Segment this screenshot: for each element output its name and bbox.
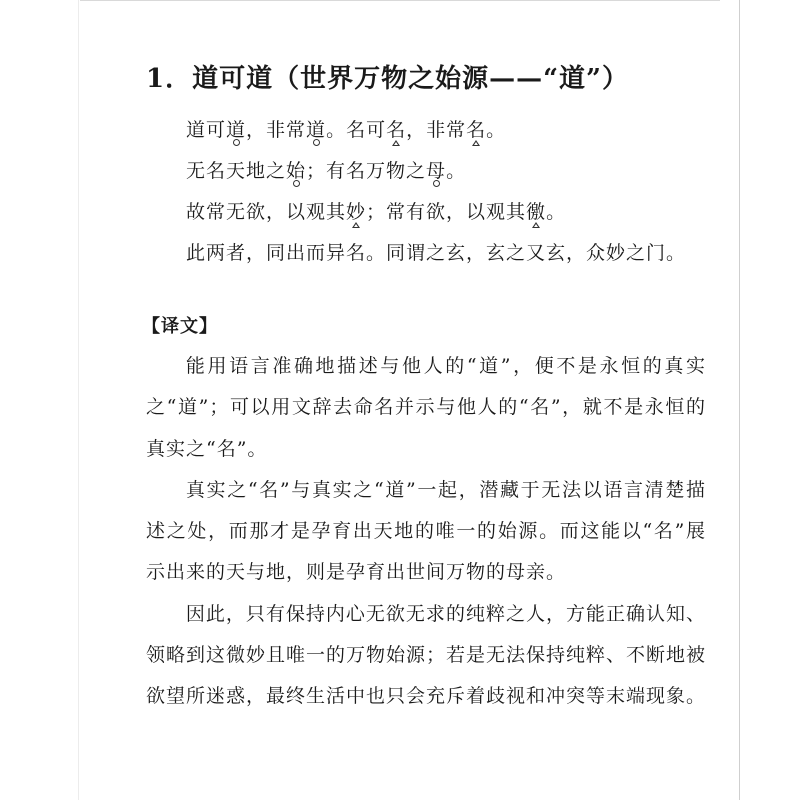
circle-mark-icon xyxy=(293,180,300,187)
verse-text: ；常有欲，以观其 xyxy=(366,201,527,223)
marked-character: 妙 xyxy=(346,192,366,233)
translation-body xyxy=(146,346,706,718)
verse-text: 此两者，同出而异名。同谓之玄，玄之又玄，众妙之门。 xyxy=(186,242,687,264)
triangle-mark-icon xyxy=(392,140,400,146)
page-left-edge xyxy=(78,0,79,800)
page-right-edge xyxy=(739,0,740,800)
circle-mark-icon xyxy=(433,180,440,187)
marked-character: 道 xyxy=(226,110,246,151)
verse-line-4 xyxy=(186,233,686,274)
marked-character: 母 xyxy=(426,151,446,192)
marked-character: 道 xyxy=(306,110,326,151)
verse-text: 。 xyxy=(546,201,567,223)
verse-text: ；有名万物之 xyxy=(306,160,427,182)
verse-line-3 xyxy=(186,192,686,233)
original-text xyxy=(186,110,686,274)
page-top-edge xyxy=(80,0,720,1)
verse-text: 。名可 xyxy=(326,119,387,141)
translation-label: 【译文】 xyxy=(142,316,218,337)
translation-paragraph: 因此，只有保持内心无欲无求的纯粹之人，方能正确认知、领略到这微妙且唯一的万物始源；若是无法保持纯粹、不断地被欲望所迷惑，最终生活中也只会充斥着歧视和冲突等末端现象。 xyxy=(146,602,707,708)
triangle-mark-icon xyxy=(352,222,360,228)
chapter-heading: 1．道可道（世界万物之始源——“道”） xyxy=(146,64,630,94)
marked-character: 名 xyxy=(466,110,486,151)
verse-text: 道可 xyxy=(186,119,227,141)
circle-mark-icon xyxy=(313,139,320,146)
marked-character: 始 xyxy=(286,151,306,192)
circle-mark-icon xyxy=(233,139,240,146)
verse-text: 。 xyxy=(446,160,467,182)
verse-text: ，非常 xyxy=(406,119,467,141)
verse-text: 。 xyxy=(486,119,507,141)
verse-line-1 xyxy=(186,110,686,151)
marked-character: 徼 xyxy=(526,192,546,233)
triangle-mark-icon xyxy=(472,140,480,146)
verse-line-2 xyxy=(186,151,686,192)
verse-text: 无名天地之 xyxy=(186,160,287,182)
translation-paragraph: 能用语言准确地描述与他人的“道”，便不是永恒的真实之“道”；可以用文辞去命名并示与他人的“名”，就不是永恒的真实之“名”。 xyxy=(146,355,706,460)
triangle-mark-icon xyxy=(532,222,540,228)
marked-character: 名 xyxy=(386,110,406,151)
verse-text: ，非常 xyxy=(246,119,307,141)
translation-paragraph: 真实之“名”与真实之“道”一起，潜藏于无法以语言清楚描述之处，而那才是孕育出天地的唯一的始源。而这能以“名”展示出来的天与地，则是孕育出世间万物的母亲。 xyxy=(146,478,706,584)
verse-text: 故常无欲，以观其 xyxy=(186,201,347,223)
